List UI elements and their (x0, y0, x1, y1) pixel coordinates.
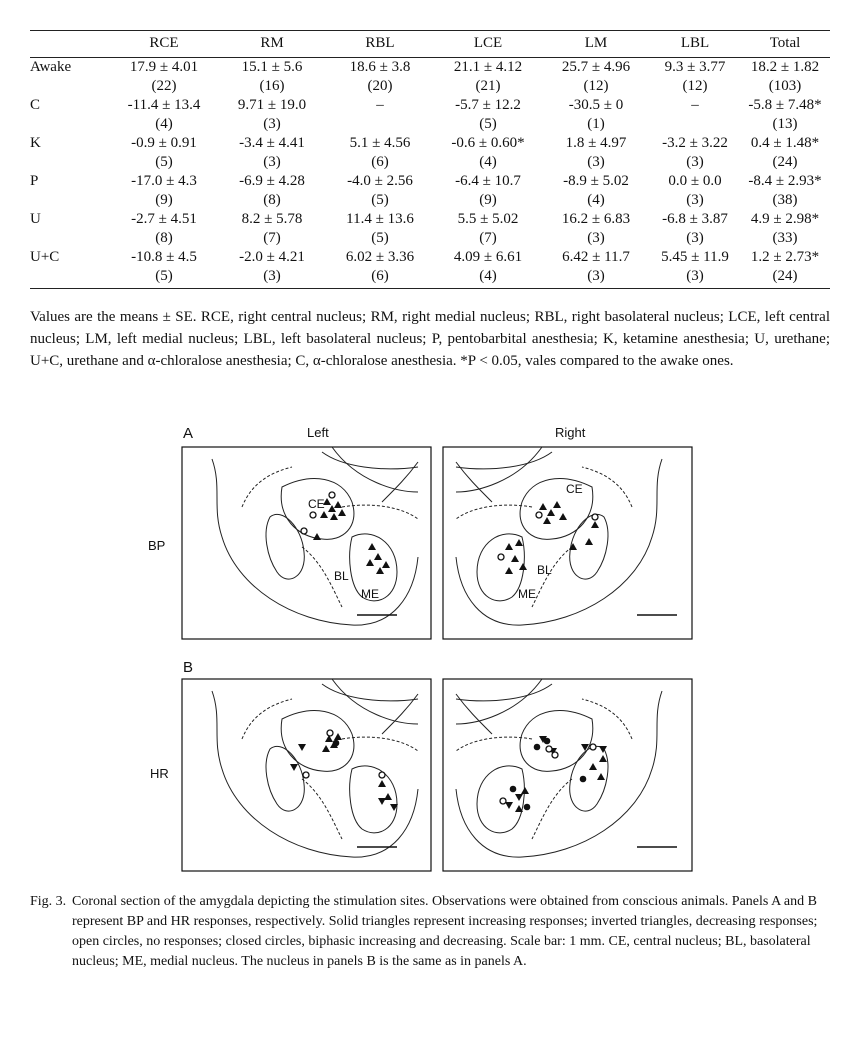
bl-label-right: BL (537, 563, 552, 577)
sample-size-cell: (21) (475, 78, 501, 94)
sample-size-cell: (38) (772, 192, 798, 208)
decrease-triangle-marker (515, 794, 523, 801)
amygdala-figure-svg (0, 420, 860, 890)
increase-triangle-marker (382, 561, 390, 568)
right-column-label: Right (555, 425, 586, 440)
bp-row-label: BP (148, 538, 166, 553)
increase-triangle-marker (313, 533, 321, 540)
sample-size-cell: (5) (155, 154, 173, 170)
row-label: U+C (30, 249, 60, 265)
sample-size-cell: (4) (155, 116, 173, 132)
mean-se-cell: 16.2 ± 6.83 (561, 211, 631, 227)
nucleus-contour (582, 467, 632, 507)
sample-size-cell: (12) (682, 78, 708, 94)
table-row (30, 248, 830, 267)
nucleus-contour (570, 514, 608, 579)
table-row (30, 58, 830, 78)
table-row (30, 96, 830, 115)
mean-se-cell: 6.02 ± 3.36 (345, 249, 415, 265)
mean-se-cell: 5.1 ± 4.56 (349, 135, 411, 151)
section-outline (212, 679, 418, 857)
no-response-circle-marker (498, 554, 504, 560)
mean-se-cell: 5.45 ± 11.9 (661, 249, 729, 265)
section-outline (456, 447, 677, 625)
decrease-triangle-marker (290, 764, 298, 771)
table-row-counts (30, 153, 830, 172)
decrease-triangle-marker (378, 798, 386, 805)
panel-b-right (443, 679, 692, 871)
table-row-counts (30, 191, 830, 210)
sample-size-cell: (9) (155, 192, 173, 208)
no-response-circle-marker (301, 528, 307, 534)
biphasic-circle-marker (510, 786, 517, 793)
sample-size-cell: (24) (772, 154, 798, 170)
row-label: K (30, 135, 41, 151)
increase-triangle-marker (515, 539, 523, 546)
sample-size-cell: (24) (740, 267, 830, 289)
no-response-circle-marker (303, 772, 309, 778)
biphasic-circle-marker (524, 804, 531, 811)
row-label: Awake (30, 59, 72, 75)
mean-se-cell: -2.0 ± 4.21 (239, 249, 305, 265)
mean-se-cell: 15.1 ± 5.6 (241, 59, 303, 75)
empty-cell (30, 229, 110, 248)
row-label: U (30, 211, 41, 227)
increase-triangle-marker (539, 503, 547, 510)
ce-label-left: CE (308, 497, 325, 511)
table-row-counts (30, 77, 830, 96)
sample-size-cell: (3) (263, 154, 281, 170)
sample-size-cell: (3) (686, 154, 704, 170)
stimulation-sites (290, 730, 398, 811)
sample-size-cell: (7) (479, 230, 497, 246)
mean-se-cell: 21.1 ± 4.12 (453, 59, 523, 75)
sample-size-cell: (9) (479, 192, 497, 208)
mean-se-cell: 18.6 ± 3.8 (349, 59, 411, 75)
panel-a-right (443, 447, 692, 639)
increase-triangle-marker (376, 567, 384, 574)
nucleus-contour (456, 447, 542, 492)
panel-b-left (182, 679, 431, 871)
table-row (30, 134, 830, 153)
me-label-right: ME (518, 587, 536, 601)
increase-triangle-marker (338, 509, 346, 516)
table-row-counts (30, 229, 830, 248)
mean-se-cell: 6.42 ± 11.7 (562, 249, 630, 265)
nucleus-contour (242, 467, 292, 507)
mean-se-cell: 11.4 ± 13.6 (346, 211, 414, 227)
table-footnote: Values are the means ± SE. RCE, right central nucleus; RM, right medial nucleus; RBL, right basolateral nucleus; LCE, left central nucleus; LM, left medial nucleus; LBL, left basolateral nucleus; P, pentobarbital anesthesia; K, ketamine anesthesia; U, urethane; U+C, urethane and α-chloralose anesthesia; C, α-chloralose anesthesia. *P < 0.05, vales compared to the awake ones. (30, 309, 830, 369)
header-cell: LM (542, 31, 650, 58)
bl-label-left: BL (334, 569, 349, 583)
sample-size-cell: (3) (263, 116, 281, 132)
table-row (30, 210, 830, 229)
header-cell-empty (30, 31, 110, 58)
header-cell: RCE (110, 31, 218, 58)
panel-frame (443, 447, 692, 639)
sample-size-cell: (3) (218, 267, 326, 289)
header-cell: LBL (650, 31, 740, 58)
sample-size-cell: (16) (259, 78, 285, 94)
mean-se-cell: – (376, 97, 384, 113)
table-row-counts (30, 115, 830, 134)
mean-se-cell: 17.9 ± 4.01 (129, 59, 199, 75)
nucleus-contour (520, 711, 593, 772)
mean-se-cell: -3.4 ± 4.41 (239, 135, 305, 151)
nucleus-contour (302, 779, 342, 839)
no-response-circle-marker (590, 744, 596, 750)
nucleus-contour (281, 711, 354, 772)
biphasic-circle-marker (333, 740, 340, 747)
increase-triangle-marker (585, 538, 593, 545)
sample-size-cell: (20) (367, 78, 393, 94)
panel-frame (182, 447, 431, 639)
mean-se-cell: 18.2 ± 1.82 (750, 59, 820, 75)
left-column-label: Left (307, 425, 329, 440)
sample-size-cell: (12) (583, 78, 609, 94)
sample-size-cell: (5) (371, 192, 389, 208)
mean-se-cell: -5.8 ± 7.48* (748, 97, 822, 113)
mean-se-cell: -17.0 ± 4.3 (131, 173, 197, 189)
header-cell: RBL (326, 31, 434, 58)
increase-triangle-marker (505, 567, 513, 574)
header-cell: RM (218, 31, 326, 58)
increase-triangle-marker (599, 755, 607, 762)
no-response-circle-marker (536, 512, 542, 518)
mean-se-cell: 9.3 ± 3.77 (664, 59, 726, 75)
nucleus-contour (212, 459, 418, 625)
results-table (30, 30, 830, 289)
panel-a-left (182, 447, 431, 639)
increase-triangle-marker (374, 553, 382, 560)
nucleus-contour (332, 679, 418, 724)
increase-triangle-marker (519, 563, 527, 570)
panel-b-label: B (183, 659, 194, 676)
sample-size-cell: (6) (371, 154, 389, 170)
nucleus-contour (266, 746, 304, 811)
row-label: P (30, 173, 39, 189)
increase-triangle-marker (589, 763, 597, 770)
sample-size-cell: (22) (151, 78, 177, 94)
no-response-circle-marker (379, 772, 385, 778)
sample-size-cell: (3) (686, 230, 704, 246)
panel-a-label: A (183, 425, 194, 442)
mean-se-cell: -8.9 ± 5.02 (563, 173, 629, 189)
header-cell: Total (740, 31, 830, 58)
increase-triangle-marker (366, 559, 374, 566)
increase-triangle-marker (521, 787, 529, 794)
no-response-circle-marker (329, 492, 335, 498)
results-table-container (30, 30, 830, 289)
mean-se-cell: 4.9 ± 2.98* (750, 211, 820, 227)
sample-size-cell: (13) (772, 116, 798, 132)
increase-triangle-marker (368, 543, 376, 550)
mean-se-cell: -2.7 ± 4.51 (131, 211, 197, 227)
figure-caption (30, 892, 830, 972)
increase-triangle-marker (334, 501, 342, 508)
empty-cell (30, 267, 110, 289)
biphasic-circle-marker (580, 776, 587, 783)
mean-se-cell: -8.4 ± 2.93* (748, 173, 822, 189)
sample-size-cell: (4) (479, 154, 497, 170)
increase-triangle-marker (511, 555, 519, 562)
nucleus-contour (332, 447, 418, 492)
biphasic-circle-marker (544, 738, 551, 745)
mean-se-cell: -11.4 ± 13.4 (127, 97, 201, 113)
no-response-circle-marker (546, 746, 552, 752)
nucleus-contour (456, 459, 662, 625)
mean-se-cell: -6.8 ± 3.87 (662, 211, 728, 227)
nucleus-contour (582, 699, 632, 739)
mean-se-cell: 5.5 ± 5.02 (457, 211, 519, 227)
no-response-circle-marker (592, 514, 598, 520)
sample-size-cell: (7) (263, 230, 281, 246)
sample-size-cell: (5) (479, 116, 497, 132)
mean-se-cell: 1.8 ± 4.97 (565, 135, 627, 151)
sample-size-cell: (3) (542, 267, 650, 289)
header-cell: LCE (434, 31, 542, 58)
no-response-circle-marker (327, 730, 333, 736)
table-header-row (30, 31, 830, 58)
sample-size-cell: (8) (155, 230, 173, 246)
increase-triangle-marker (591, 521, 599, 528)
stimulation-sites (500, 736, 607, 812)
empty-cell (30, 77, 110, 96)
sample-size-cell: (6) (326, 267, 434, 289)
mean-se-cell: -4.0 ± 2.56 (347, 173, 413, 189)
increase-triangle-marker (515, 805, 523, 812)
section-outline (212, 447, 418, 625)
panel-frame (443, 679, 692, 871)
increase-triangle-marker (328, 505, 336, 512)
increase-triangle-marker (553, 501, 561, 508)
increase-triangle-marker (378, 780, 386, 787)
mean-se-cell: 1.2 ± 2.73* (750, 249, 820, 265)
sample-size-cell: (103) (768, 78, 802, 94)
mean-se-cell: -10.8 ± 4.5 (131, 249, 197, 265)
caption-label: Fig. 3. (30, 894, 67, 909)
mean-se-cell: -6.9 ± 4.28 (239, 173, 305, 189)
sample-size-cell: (5) (371, 230, 389, 246)
nucleus-contour (456, 679, 542, 724)
mean-se-cell: – (691, 97, 699, 113)
sample-size-cell: (3) (587, 230, 605, 246)
sample-size-cell: (33) (772, 230, 798, 246)
mean-se-cell: -5.7 ± 12.2 (455, 97, 521, 113)
decrease-triangle-marker (505, 802, 513, 809)
nucleus-contour (456, 691, 662, 857)
mean-se-cell: 0.4 ± 1.48* (750, 135, 820, 151)
sample-size-cell: (4) (587, 192, 605, 208)
increase-triangle-marker (505, 543, 513, 550)
mean-se-cell: 25.7 ± 4.96 (561, 59, 631, 75)
sample-size-cell: (8) (263, 192, 281, 208)
mean-se-cell: -30.5 ± 0 (568, 97, 624, 113)
row-label: C (30, 97, 41, 113)
increase-triangle-marker (597, 773, 605, 780)
sample-size-cell: (3) (587, 154, 605, 170)
nucleus-contour (322, 452, 418, 469)
increase-triangle-marker (559, 513, 567, 520)
sample-size-cell: (3) (686, 192, 704, 208)
caption-text: Coronal section of the amygdala depicting the stimulation sites. Observations were obtained from conscious animals. Panels A and B represent BP and HR responses, respectively. Solid triangles represent increasing responses; inverted triangles, decreasing responses; open circles, no responses; closed circles, biphasic increasing and decreasing. Scale bar: 1 mm. CE, central nucleus; BL, basolateral nucleus; ME, medial nucleus. The nucleus in panels B is the same as in panels A. (72, 894, 818, 969)
increase-triangle-marker (334, 733, 342, 740)
section-panels (182, 447, 692, 871)
nucleus-contour (242, 699, 292, 739)
mean-se-cell: -3.2 ± 3.22 (662, 135, 728, 151)
nucleus-contour (532, 779, 572, 839)
mean-se-cell: 0.0 ± 0.0 (668, 173, 722, 189)
mean-se-cell: -6.4 ± 10.7 (455, 173, 521, 189)
mean-se-cell: 8.2 ± 5.78 (241, 211, 303, 227)
empty-cell (30, 191, 110, 210)
mean-se-cell: -0.9 ± 0.91 (131, 135, 197, 151)
decrease-triangle-marker (298, 744, 306, 751)
no-response-circle-marker (500, 798, 506, 804)
ce-label-right: CE (566, 482, 583, 496)
nucleus-contour (266, 514, 304, 579)
me-label-left: ME (361, 587, 379, 601)
nucleus-contour (532, 547, 572, 607)
increase-triangle-marker (330, 513, 338, 520)
increase-triangle-marker (322, 745, 330, 752)
mean-se-cell: -0.6 ± 0.60* (451, 135, 525, 151)
table-row (30, 172, 830, 191)
empty-cell (30, 153, 110, 172)
sample-size-cell (650, 115, 740, 134)
table-row-counts (30, 267, 830, 289)
sample-size-cell: (3) (650, 267, 740, 289)
section-outline (456, 679, 677, 857)
empty-cell (30, 115, 110, 134)
no-response-circle-marker (310, 512, 316, 518)
hr-row-label: HR (150, 766, 169, 781)
mean-se-cell: 4.09 ± 6.61 (453, 249, 523, 265)
no-response-circle-marker (552, 752, 558, 758)
increase-triangle-marker (320, 511, 328, 518)
nucleus-contour (456, 452, 552, 469)
sample-size-cell: (1) (587, 116, 605, 132)
sample-size-cell: (4) (434, 267, 542, 289)
increase-triangle-marker (547, 509, 555, 516)
nucleus-contour (322, 684, 418, 701)
sample-size-cell (326, 115, 434, 134)
biphasic-circle-marker (534, 744, 541, 751)
nucleus-contour (456, 684, 552, 701)
nucleus-contour (212, 691, 418, 857)
figure-3 (0, 420, 860, 890)
table-body (30, 58, 830, 289)
sample-size-cell: (5) (110, 267, 218, 289)
mean-se-cell: 9.71 ± 19.0 (237, 97, 307, 113)
increase-triangle-marker (543, 517, 551, 524)
